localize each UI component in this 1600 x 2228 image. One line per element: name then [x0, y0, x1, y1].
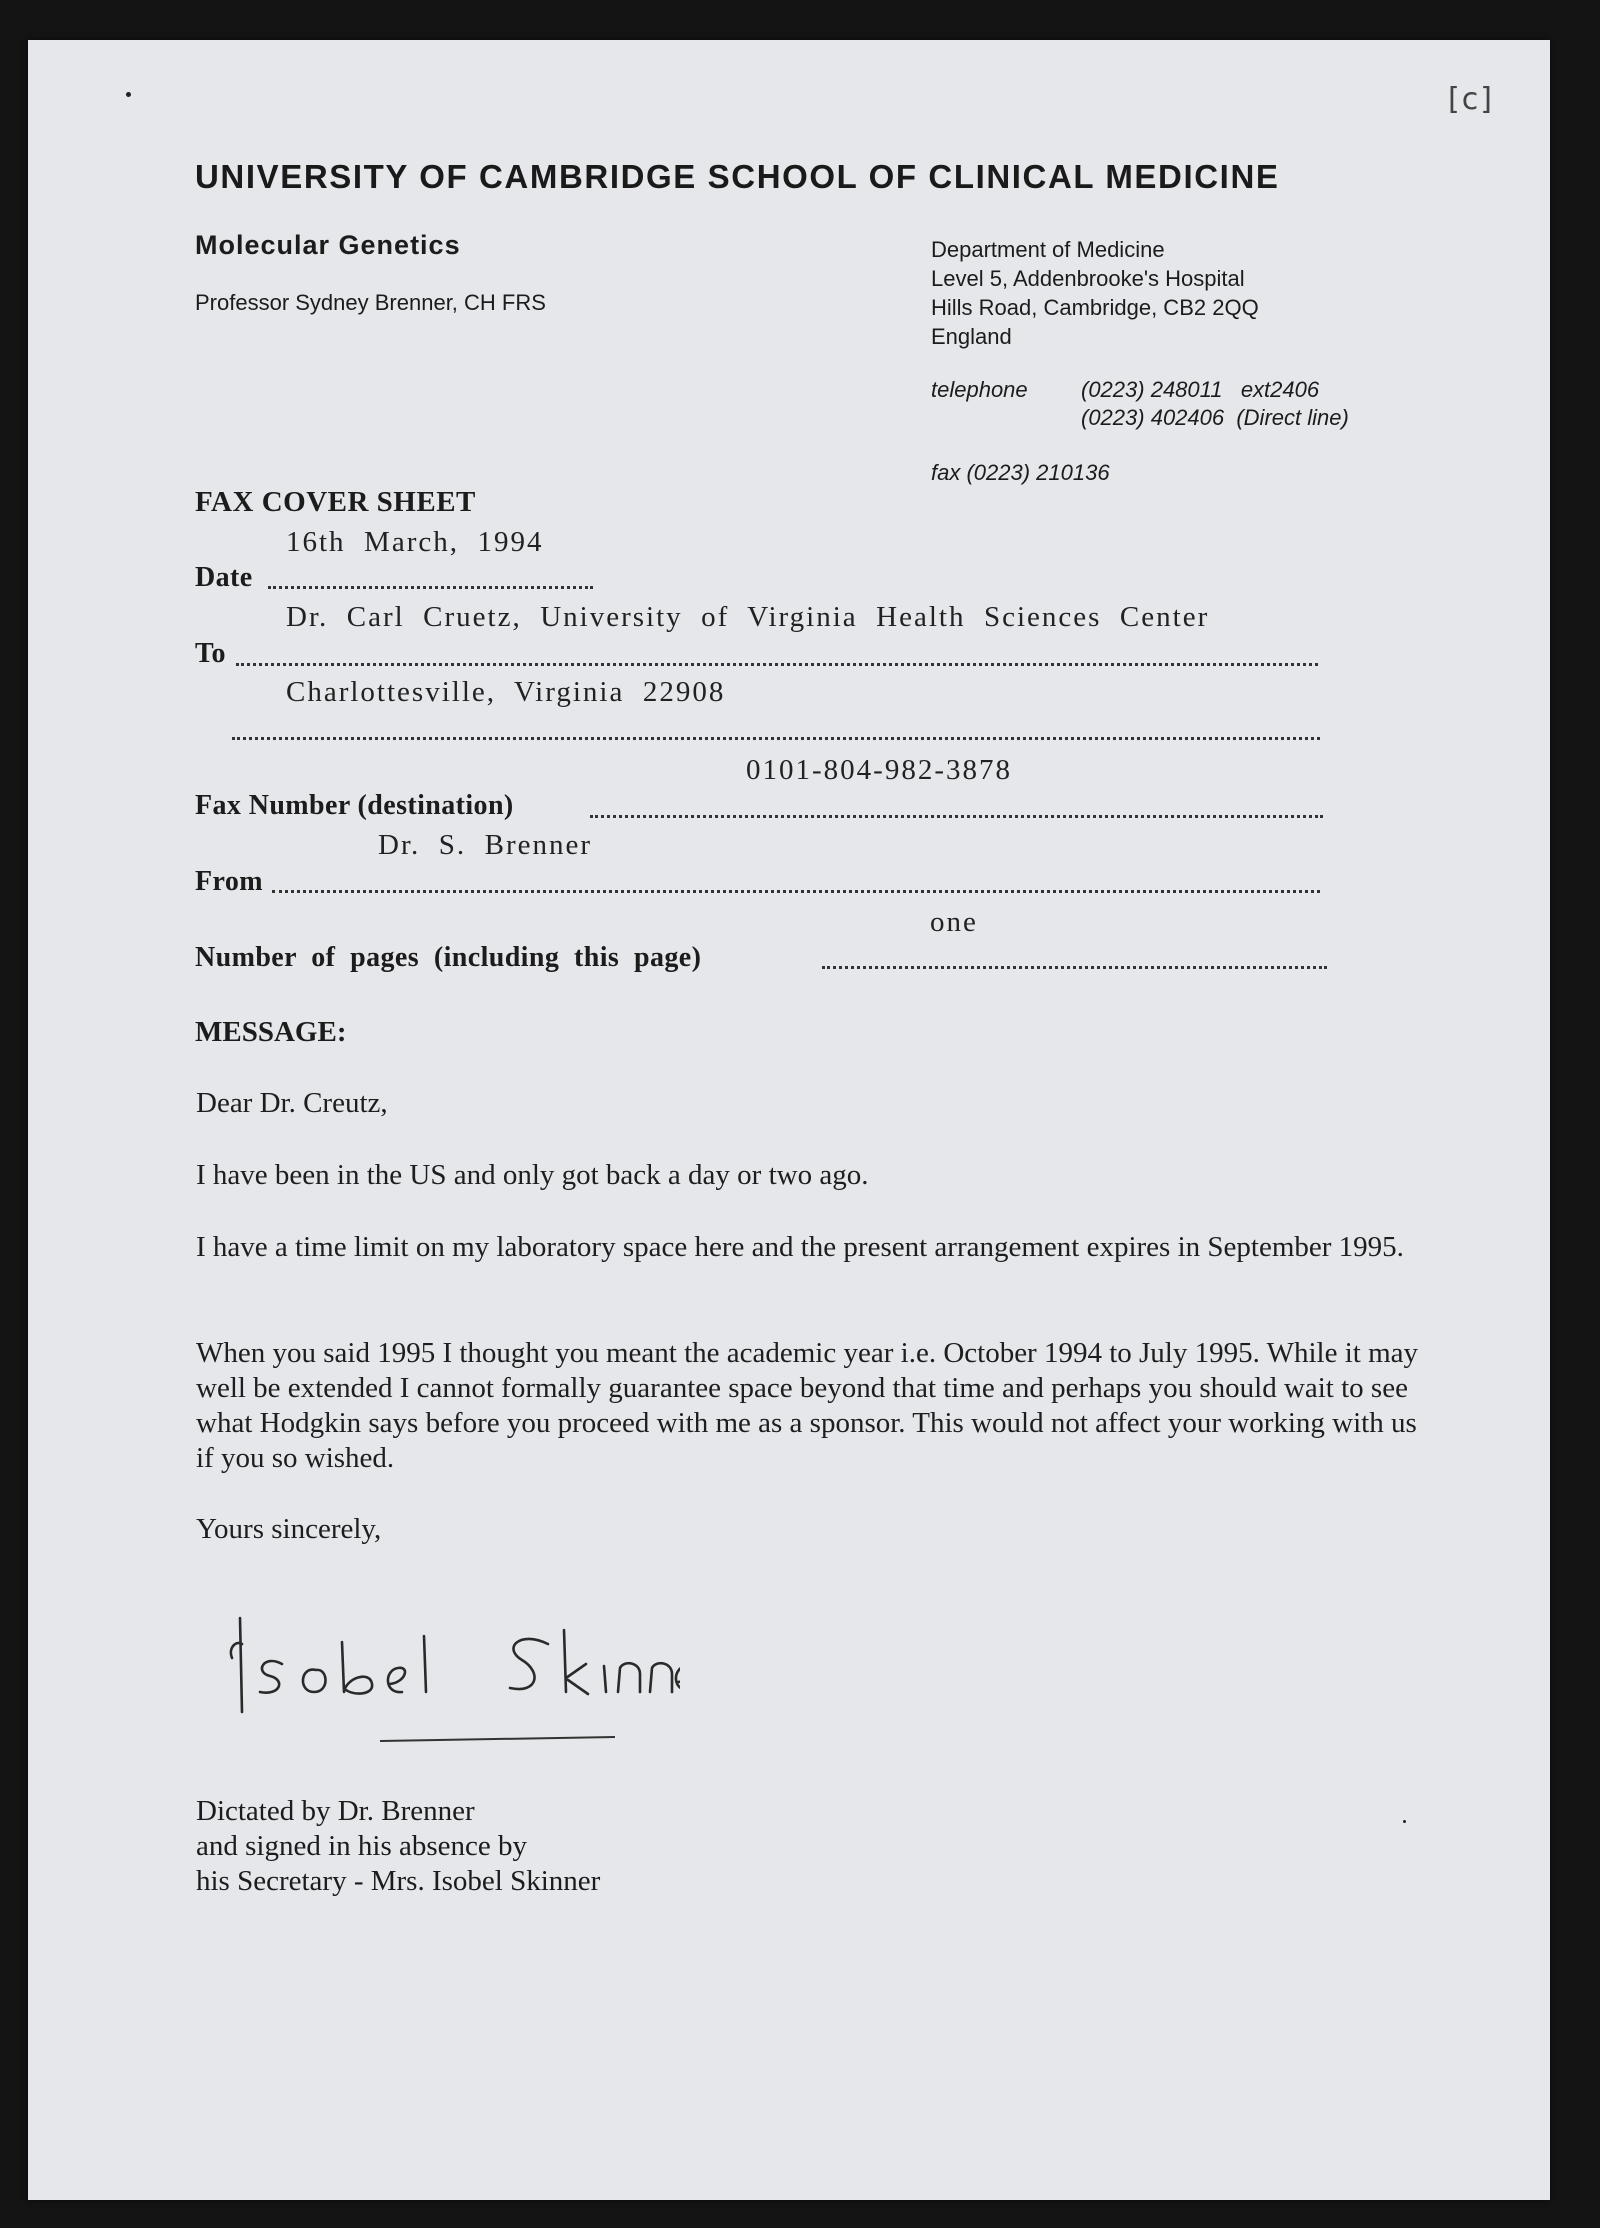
fax-number-dotted-line	[590, 815, 1323, 818]
paper-speck	[1403, 1820, 1406, 1823]
to-line-1: Dr. Carl Cruetz, University of Virginia Health Sciences Center	[286, 601, 1210, 633]
to-dotted-line-2	[232, 737, 1320, 740]
pages-value: one	[930, 906, 978, 938]
from-value: Dr. S. Brenner	[378, 829, 593, 861]
to-label: To	[195, 638, 226, 669]
handwritten-signature	[220, 1600, 680, 1730]
date-label: Date	[195, 562, 253, 593]
dictated-note	[196, 1794, 600, 1899]
dictated-line: Dictated by Dr. Brenner	[196, 1795, 475, 1827]
message-paragraph: I have been in the US and only got back a day or two ago.	[196, 1159, 869, 1191]
address-line: England	[931, 324, 1012, 349]
message-paragraph: When you said 1995 I thought you meant the academic year i.e. October 1994 to July 1995. While it may well be extended I cannot formally guarantee space beyond that time and perhaps you should wait to see what Hodgkin says before you proceed with me as a sponsor. This would not affect your working with us if you so wished.	[196, 1337, 1418, 1474]
cover-sheet-title: FAX COVER SHEET	[195, 486, 476, 518]
pages-dotted-line	[822, 966, 1327, 969]
professor-name: Professor Sydney Brenner, CH FRS	[195, 290, 546, 315]
dictated-line: and signed in his absence by	[196, 1830, 528, 1862]
telephone-label: telephone	[931, 377, 1028, 402]
fax-number-value: 0101-804-982-3878	[746, 754, 1012, 786]
archive-reference-mark: [c]	[1448, 82, 1494, 117]
telephone-number-main: (0223) 248011 ext2406	[1081, 377, 1320, 402]
message-heading: MESSAGE:	[195, 1016, 347, 1048]
address-line: Hills Road, Cambridge, CB2 2QQ	[931, 295, 1259, 320]
paper-speck	[126, 92, 131, 97]
dictated-line: his Secretary - Mrs. Isobel Skinner	[196, 1865, 601, 1897]
address-line: Level 5, Addenbrooke's Hospital	[931, 266, 1245, 291]
pages-label: Number of pages (including this page)	[195, 942, 702, 973]
from-label: From	[195, 866, 263, 897]
to-line-2: Charlottesville, Virginia 22908	[286, 676, 726, 708]
closing: Yours sincerely,	[196, 1513, 382, 1545]
to-dotted-line	[236, 663, 1318, 666]
telephone-block	[931, 376, 1349, 432]
address-line: Department of Medicine	[931, 237, 1165, 262]
message-paragraph: I have a time limit on my laboratory space here and the present arrangement expires in September 1995.	[196, 1231, 1404, 1263]
fax-number-letterhead: fax (0223) 210136	[931, 460, 1110, 485]
sender-address	[931, 235, 1259, 351]
date-value: 16th March, 1994	[286, 526, 544, 558]
date-dotted-line	[268, 586, 593, 589]
fax-number-label: Fax Number (destination)	[195, 790, 514, 821]
institution-heading: UNIVERSITY OF CAMBRIDGE SCHOOL OF CLINICAL MEDICINE	[195, 158, 1280, 195]
department-name: Molecular Genetics	[195, 230, 461, 260]
telephone-number-direct: (0223) 402406 (Direct line)	[1081, 405, 1349, 430]
salutation: Dear Dr. Creutz,	[196, 1087, 388, 1119]
from-dotted-line	[272, 890, 1320, 893]
